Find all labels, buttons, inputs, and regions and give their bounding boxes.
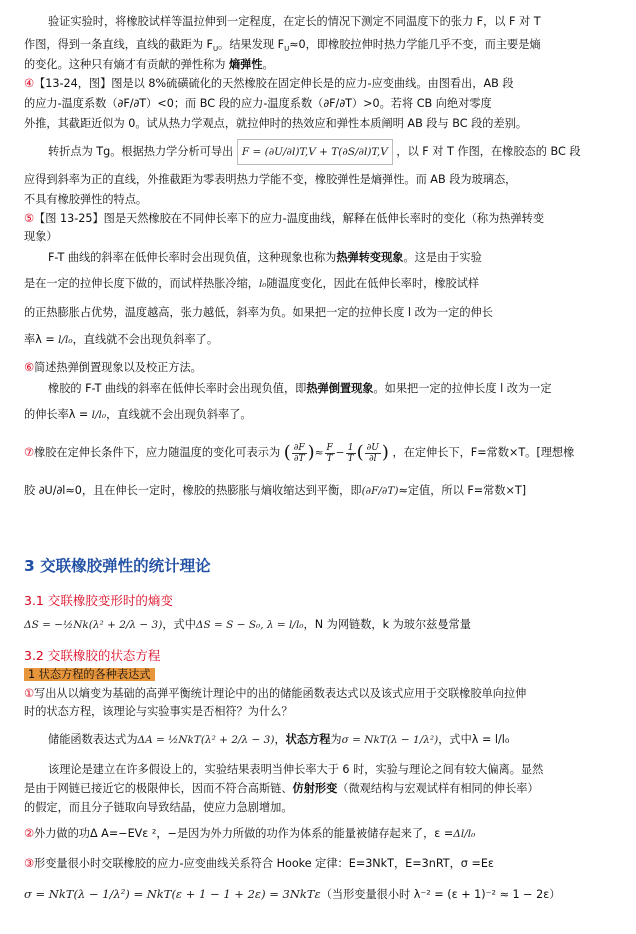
bold-term: 仿射形变: [292, 782, 338, 795]
formula: σ = NkT(λ − 1/λ²) = NkT(ε + 1 − 1 + 2ε) = 3NkTε: [24, 887, 321, 901]
text: （微观结构与宏观试样有相同的伸长率）: [337, 782, 539, 795]
paragraph-line: [24, 856, 612, 871]
paragraph-line: [24, 172, 612, 187]
text: 作图，得到一条直线，直线的截距为 F: [24, 38, 213, 51]
formula-part: ≈: [314, 447, 324, 459]
text: 。这是由于实验: [403, 251, 482, 264]
lambda-formula: l/l₀: [54, 334, 73, 346]
paragraph-line: [24, 438, 612, 468]
text: ，直线就不会出现负斜率了。: [72, 333, 219, 346]
text: ，直线就不会出现负斜率了。: [106, 408, 252, 421]
paren: (: [283, 442, 291, 463]
paragraph-line: [24, 57, 612, 72]
text: 现象）: [24, 230, 58, 243]
fraction: $\frac{F}{T}$: [326, 442, 333, 464]
text: 3 交联橡胶弹性的统计理论: [24, 557, 211, 575]
paragraph-line: [48, 138, 612, 166]
paragraph-line: [24, 96, 612, 111]
text: 的应力-温度系数（∂F/∂T）<0；而 BC 段的应力-温度系数（∂F/∂T）>0。若将 CB 向绝对零度: [24, 97, 492, 110]
text: 储能函数表达式为: [48, 733, 138, 746]
highlight-heading: [24, 667, 612, 682]
text: 形变量很小时交联橡胶的应力-应变曲线关系符合 Hooke 定律：E=3NkT，E=3nRT，σ =Eε: [34, 857, 494, 870]
formula-part: −: [335, 447, 345, 459]
text: 。: [262, 58, 274, 71]
question-marker: ①: [24, 687, 35, 700]
text: 的假定，而且分子链取向导致结晶，使应力急剧增加。: [24, 801, 293, 814]
fraction: $\frac{1}{T}$: [347, 442, 354, 464]
l0-symbol: l₀: [258, 278, 267, 290]
question-marker: ③: [24, 857, 35, 870]
text: 。结果发现 F: [218, 38, 285, 51]
text: 为: [330, 733, 342, 746]
highlight-label: 1 状态方程的各种表达式: [24, 668, 155, 681]
formula-part: (∂F/∂T): [361, 485, 399, 497]
paragraph-line: [24, 211, 612, 226]
paren: ): [307, 442, 315, 463]
formula: ΔA = ½NkT(λ² + 2/λ − 3): [137, 734, 275, 746]
question-marker: ④: [24, 77, 35, 90]
text: 外力做的功Δ A=−EVε ²，−是因为外力所做的功作为体系的能量被储存起来了，ε =: [34, 827, 454, 840]
text: 随温度变化，因此在低伸长率时，橡胶试样: [266, 277, 480, 290]
text: 3.1 交联橡胶变形时的熵变: [24, 593, 173, 608]
paragraph-line: [48, 14, 612, 29]
bold-term: 状态方程: [285, 733, 331, 746]
text: 不具有橡胶弹性的特点。: [24, 193, 148, 206]
text: 是由于网链已接近它的极限伸长，因而不符合高斯链、: [24, 782, 293, 795]
lambda-formula: l/l₀: [88, 409, 107, 421]
formula: σ = NkT(λ − 1/λ²): [341, 734, 439, 746]
text: 的伸长率λ =: [24, 408, 89, 421]
formula: ΔS = −½Nk(λ² + 2/λ − 3): [24, 619, 163, 631]
text: ，式中λ = l/l₀: [438, 733, 510, 746]
paragraph-line: [48, 726, 612, 754]
text: 。如果把一定的拉伸长度 l 改为一定: [373, 382, 552, 395]
paragraph-line: [24, 76, 612, 91]
text: 的变化。这种只有熵才有贡献的弹性称为: [24, 58, 229, 71]
text: 简述热弹倒置现象以及校正方法。: [34, 361, 202, 374]
formula: F = (∂U/∂l)T,V + T(∂S/∂l)T,V: [237, 139, 393, 165]
paragraph-line: [24, 360, 612, 375]
paragraph-line: [24, 800, 612, 815]
text: 时的状态方程，该理论与实验事实是否相符？为什么？: [24, 705, 293, 718]
text: 【13-24，图】图是以 8%硫磺硫化的天然橡胶在固定伸长是的应力-应变曲线。由图看出，AB 段: [34, 77, 514, 90]
question-marker: ⑦: [24, 446, 35, 459]
text: 是在一定的拉伸长度下做的，而试样热胀冷缩，: [24, 277, 259, 290]
paragraph-line: [24, 704, 612, 719]
bold-term: 热弹转变现象: [336, 251, 404, 264]
text: 外推，其截距近似为 0。试从热力学观点，就拉伸时的热效应和弹性本质阐明 AB 段与 BC 段的差别。: [24, 117, 528, 130]
text: 3.2 交联橡胶的状态方程: [24, 648, 161, 663]
paragraph-line: [48, 250, 612, 265]
paragraph-line: [24, 826, 612, 842]
text: 的正热膨胀占优势，温度越高，张力越低，斜率为负。如果把一定的拉伸长度 l 改为一定的伸长: [24, 306, 493, 319]
text: ≈定值，所以 F=常数×T]: [398, 484, 527, 497]
text: F-T 曲线的斜率在低伸长率时会出现负值，这种现象也称为: [48, 251, 337, 264]
paragraph-line: [24, 781, 612, 796]
paragraph-line: [24, 192, 612, 207]
text: ，: [274, 733, 286, 746]
paragraph-line: [24, 116, 612, 131]
paragraph-line: [24, 305, 612, 320]
bold-term: 热弹倒置现象: [306, 382, 374, 395]
subscript: U: [213, 45, 219, 54]
text: 率λ =: [24, 333, 55, 346]
subscript: U: [284, 45, 290, 54]
paragraph-line: [24, 229, 612, 244]
text: 橡胶的 F-T 曲线的斜率在低伸长率时会出现负值，即: [48, 382, 307, 395]
question-marker: ②: [24, 827, 35, 840]
text: （当形变量很小时 λ⁻² = (ε + 1)⁻² ≈ 1 − 2ε）: [320, 888, 561, 901]
text: ，在定伸长下，F=常数×T。[理想橡: [392, 446, 575, 459]
fraction: $\frac{\partial F}{\partial T}$: [293, 442, 305, 464]
paren: ): [381, 442, 389, 463]
paragraph-line: [24, 407, 612, 423]
paragraph-line: [24, 483, 612, 499]
paragraph-line: [48, 381, 612, 396]
bold-term: 熵弹性: [228, 58, 263, 71]
formula: ΔS = S − S₀, λ = l/l₀: [195, 619, 304, 631]
subsection-heading: [24, 593, 612, 608]
section-heading: [24, 559, 612, 574]
question-marker: ⑥: [24, 361, 35, 374]
text: ，N 为网链数，k 为玻尔兹曼常量: [303, 618, 471, 631]
fraction: $\frac{\partial U}{\partial l}$: [366, 442, 379, 464]
paragraph-line: [24, 276, 612, 292]
subsection-heading: [24, 648, 612, 663]
text: 该理论是建立在许多假设上的，实验结果表明当伸长率大于 6 时，实验与理论之间有较大偏离。显然: [48, 763, 544, 776]
text: ，式中: [162, 618, 196, 631]
text: 胶 ∂U/∂l≈0，且在伸长一定时，橡胶的热膨胀与熵收缩达到平衡，即: [24, 484, 362, 497]
text: 写出从以熵变为基础的高弹平衡统计理论中的出的储能函数表达式以及该式应用于交联橡胶单向拉伸: [34, 687, 527, 700]
paragraph-line: [24, 332, 612, 348]
formula: Δl/l₀: [453, 828, 476, 840]
text: ，以 F 对 T 作图，在橡胶态的 BC 段: [396, 145, 581, 158]
text: 【图 13-25】图是天然橡胶在不同伸长率下的应力-温度曲线，解释在低伸长率时的变化（称为热弹转变: [34, 212, 545, 225]
text: 转折点为 Tg。根据热力学分析可导出: [48, 145, 234, 158]
text: 橡胶在定伸长条件下，应力随温度的变化可表示为: [34, 446, 281, 459]
text: 验证实验时，将橡胶试样等温拉伸到一定程度，在定长的情况下测定不同温度下的张力 F，以 F 对 T: [48, 15, 541, 28]
question-marker: ⑤: [24, 212, 35, 225]
paragraph-line: [48, 762, 612, 777]
text: 应得到斜率为正的直线，外推截距为零表明热力学能不变，橡胶弹性是熵弹性。而 AB 段为玻璃态，: [24, 173, 517, 186]
paren: (: [356, 442, 364, 463]
paragraph-line: [24, 37, 612, 57]
paragraph-line: [24, 686, 612, 701]
text: ≈0，即橡胶拉伸时热力学能几乎不变，而主要是熵: [289, 38, 541, 51]
paragraph-line: [24, 612, 612, 638]
paragraph-line: [24, 880, 612, 908]
